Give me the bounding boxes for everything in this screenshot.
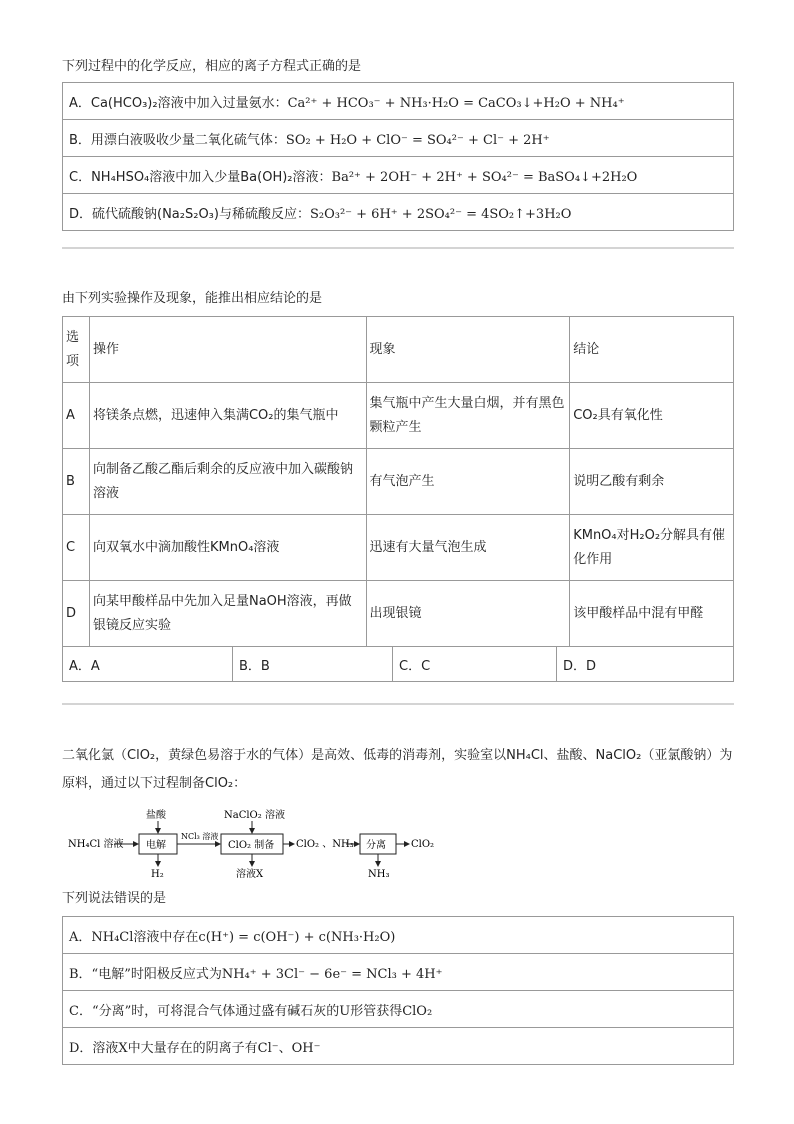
question-stem: 二氧化氯（ClO₂，黄绿色易溶于水的气体）是高效、低毒的消毒剂，实验室以NH₄Cl、盐酸、NaClO₂（亚氯酸钠）为原料，通过以下过程制备ClO₂： (62, 748, 733, 791)
choice-b[interactable]: B．B (233, 647, 393, 682)
table-header-row (63, 317, 734, 383)
equation: Ca²⁺ + HCO₃⁻ + NH₃·H₂O = CaCO₃↓+H₂O + NH₄⁺ (287, 95, 625, 111)
row-phenomenon: 出现银镜 (366, 581, 570, 647)
table-row (63, 581, 734, 647)
option-text: B．“电解”时阳极反应式为NH₄⁺ + 3Cl⁻ − 6e⁻ = NCl₃ + 4H⁺ (63, 954, 734, 991)
table-row (63, 449, 734, 515)
choice-c[interactable]: C．C (393, 647, 557, 682)
row-key: A (63, 383, 90, 449)
flow-start-label: NH₄Cl 溶液 (68, 839, 124, 850)
question-stem: 由下列实验操作及现象，能推出相应结论的是 (62, 291, 323, 306)
flow-output-solution-x: 溶液X (236, 869, 264, 880)
table-row (63, 383, 734, 449)
row-conclusion: KMnO₄对H₂O₂分解具有催化作用 (570, 515, 734, 581)
option-c[interactable] (63, 157, 734, 194)
option-text: C．“分离”时，可将混合气体通过盛有碱石灰的U形管获得ClO₂ (63, 991, 734, 1028)
row-operation: 向双氧水中滴加酸性KMnO₄溶液 (89, 515, 366, 581)
flow-box-preparation-label: ClO₂ 制备 (228, 840, 275, 851)
row-key: B (63, 449, 90, 515)
flow-end-label: ClO₂ (411, 839, 435, 850)
option-label: C．NH₄HSO₄溶液中加入少量Ba(OH)₂溶液： (69, 169, 332, 185)
row-operation: 将镁条点燃，迅速伸入集满CO₂的集气瓶中 (89, 383, 366, 449)
row-phenomenon: 迅速有大量气泡生成 (366, 515, 570, 581)
flow-arrow-label: NCl₃ 溶液 (181, 832, 219, 841)
header-operation: 操作 (89, 317, 366, 383)
row-phenomenon: 有气泡产生 (366, 449, 570, 515)
question-2 (62, 288, 734, 682)
row-operation: 向制备乙酸乙酯后剩余的反应液中加入碳酸钠溶液 (89, 449, 366, 515)
row-conclusion: 该甲酸样品中混有甲醛 (570, 581, 734, 647)
row-conclusion: 说明乙酸有剩余 (570, 449, 734, 515)
option-text: A．NH₄Cl溶液中存在c(H⁺) = c(OH⁻) + c(NH₃·H₂O) (63, 917, 734, 954)
question-stem: 下列过程中的化学反应，相应的离子方程式正确的是 (62, 59, 362, 74)
option-a[interactable] (63, 83, 734, 120)
option-text: D．溶液X中大量存在的阴离子有Cl⁻、OH⁻ (63, 1028, 734, 1065)
flow-output-nh3: NH₃ (368, 869, 390, 880)
option-b[interactable] (63, 120, 734, 157)
choices-row (62, 646, 734, 682)
option-label: D．硫代硫酸钠(Na₂S₂O₃)与稀硫酸反应： (69, 206, 310, 222)
question-3-options (62, 888, 734, 1065)
flow-input-hcl: 盐酸 (146, 810, 166, 821)
flow-output-h2: H₂ (151, 869, 164, 880)
option-label: B．用漂白液吸收少量二氧化硫气体： (69, 132, 286, 148)
process-flow-diagram (66, 808, 436, 880)
option-d[interactable] (63, 1028, 734, 1065)
option-d[interactable] (63, 194, 734, 231)
option-a[interactable] (63, 917, 734, 954)
options-table (62, 82, 734, 231)
row-key: D (63, 581, 90, 647)
equation: SO₂ + H₂O + ClO⁻ = SO₄²⁻ + Cl⁻ + 2H⁺ (285, 132, 550, 148)
divider (62, 703, 734, 705)
divider (62, 247, 734, 249)
choice-a[interactable]: A．A (63, 647, 233, 682)
option-label: A．Ca(HCO₃)₂溶液中加入过量氨水： (69, 95, 288, 111)
flow-input-naclo2: NaClO₂ 溶液 (224, 810, 285, 821)
option-c[interactable] (63, 991, 734, 1028)
equation: S₂O₃²⁻ + 6H⁺ + 2SO₄²⁻ = 4SO₂↑+3H₂O (309, 206, 572, 222)
row-operation: 向某甲酸样品中先加入足量NaOH溶液，再做银镜反应实验 (89, 581, 366, 647)
flow-box-separation-label: 分离 (366, 840, 386, 851)
options-table (62, 916, 734, 1065)
row-phenomenon: 集气瓶中产生大量白烟，并有黑色颗粒产生 (366, 383, 570, 449)
flow-box-electrolysis-label: 电解 (146, 840, 166, 851)
row-key: C (63, 515, 90, 581)
flow-mixture-label: ClO₂ 、NH₃ (296, 839, 354, 850)
row-conclusion: CO₂具有氧化性 (570, 383, 734, 449)
header-conclusion: 结论 (570, 317, 734, 383)
experiment-table (62, 316, 734, 647)
header-phenomenon: 现象 (366, 317, 570, 383)
question-prompt: 下列说法错误的是 (62, 891, 167, 906)
question-3 (62, 742, 734, 798)
table-row (63, 515, 734, 581)
choice-d[interactable]: D．D (557, 647, 734, 682)
equation: Ba²⁺ + 2OH⁻ + 2H⁺ + SO₄²⁻ = BaSO₄↓+2H₂O (331, 169, 638, 185)
header-option: 选项 (63, 317, 90, 383)
question-1 (62, 56, 734, 231)
option-b[interactable] (63, 954, 734, 991)
